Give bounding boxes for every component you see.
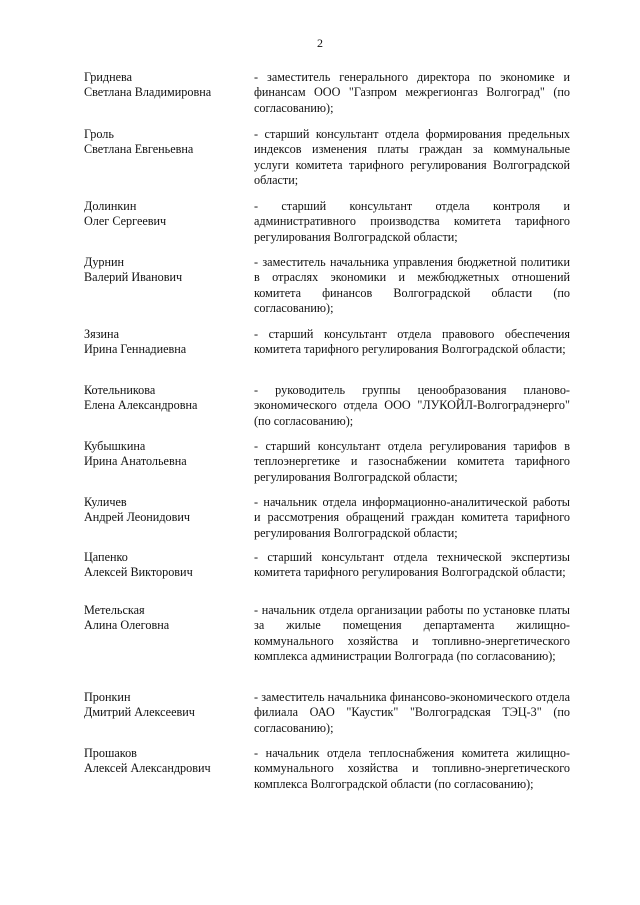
member-position: - старший консультант отдела контроля и административного производства комитета тарифного регулирования Волгоградской области; bbox=[254, 199, 570, 244]
member-given-names: Алексей Александрович bbox=[84, 761, 211, 776]
member-given-names: Ирина Геннадиевна bbox=[84, 342, 187, 357]
member-surname: Гроль bbox=[84, 127, 114, 141]
member-position: - заместитель начальника финансово-экономического отдела филиала ОАО "Каустик" "Волгоградская ТЭЦ-3" (по согласованию); bbox=[254, 690, 570, 735]
member-given-names: Алина Олеговна bbox=[84, 618, 170, 633]
member-name bbox=[84, 603, 249, 634]
member-surname: Гриднева bbox=[84, 70, 133, 84]
member-surname: Цапенко bbox=[84, 550, 128, 564]
member-given-names: Олег Сергеевич bbox=[84, 214, 167, 229]
member-surname: Котельникова bbox=[84, 383, 156, 397]
member-surname: Прошаков bbox=[84, 746, 137, 760]
member-surname: Куличев bbox=[84, 495, 127, 509]
member-surname: Зязина bbox=[84, 327, 119, 341]
member-name bbox=[84, 495, 249, 526]
member-surname: Пронкин bbox=[84, 690, 131, 704]
member-name bbox=[84, 746, 249, 777]
member-name bbox=[84, 70, 249, 101]
member-surname: Метельская bbox=[84, 603, 145, 617]
member-name bbox=[84, 255, 249, 286]
member-position: - начальник отдела теплоснабжения комитета жилищно-коммунального хозяйства и топливно-энергетического комплекса Волгоградской области (по согласованию); bbox=[254, 746, 570, 791]
member-name bbox=[84, 327, 249, 358]
member-position: - заместитель начальника управления бюджетной политики в отраслях экономики и межбюджетных отношений комитета финансов Волгоградской области (по согласованию); bbox=[254, 255, 570, 316]
member-given-names: Светлана Евгеньевна bbox=[84, 142, 194, 157]
member-surname: Дурнин bbox=[84, 255, 125, 269]
member-given-names: Алексей Викторович bbox=[84, 565, 193, 580]
member-surname: Кубышкина bbox=[84, 439, 146, 453]
member-given-names: Андрей Леонидович bbox=[84, 510, 191, 525]
member-position: - заместитель генерального директора по экономике и финансам ООО "Газпром межрегионгаз Волгоград" (по согласованию); bbox=[254, 70, 570, 115]
member-name bbox=[84, 199, 249, 230]
member-name bbox=[84, 550, 249, 581]
member-surname: Долинкин bbox=[84, 199, 137, 213]
member-given-names: Дмитрий Алексеевич bbox=[84, 705, 195, 720]
page-number: 2 bbox=[317, 36, 323, 50]
member-position: - руководитель группы ценообразования планово-экономического отдела ООО "ЛУКОЙЛ-Волгоградэнерго" (по согласованию); bbox=[254, 383, 570, 428]
member-position: - начальник отдела информационно-аналитической работы и рассмотрения обращений граждан комитета тарифного регулирования Волгоградской области; bbox=[254, 495, 570, 540]
member-position: - старший консультант отдела формирования предельных индексов изменения платы граждан за коммунальные услуги комитета тарифного регулирования Волгоградской области; bbox=[254, 127, 570, 188]
member-position: - старший консультант отдела технической экспертизы комитета тарифного регулирования Волгоградской области; bbox=[254, 550, 570, 580]
member-given-names: Светлана Владимировна bbox=[84, 85, 212, 100]
member-given-names: Елена Александровна bbox=[84, 398, 198, 413]
member-position: - старший консультант отдела правового обеспечения комитета тарифного регулирования Волгоградской области; bbox=[254, 327, 570, 357]
member-name bbox=[84, 383, 249, 414]
member-name bbox=[84, 127, 249, 158]
member-position: - начальник отдела организации работы по установке платы за жилые помещения департамента жилищно-коммунального хозяйства и топливно-энергетического комплекса администрации Волгограда (по согласованию); bbox=[254, 603, 570, 664]
member-name bbox=[84, 439, 249, 470]
member-name bbox=[84, 690, 249, 721]
member-given-names: Ирина Анатольевна bbox=[84, 454, 187, 469]
member-given-names: Валерий Иванович bbox=[84, 270, 183, 285]
member-position: - старший консультант отдела регулирования тарифов в теплоэнергетике и газоснабжении комитета тарифного регулирования Волгоградской области; bbox=[254, 439, 570, 484]
